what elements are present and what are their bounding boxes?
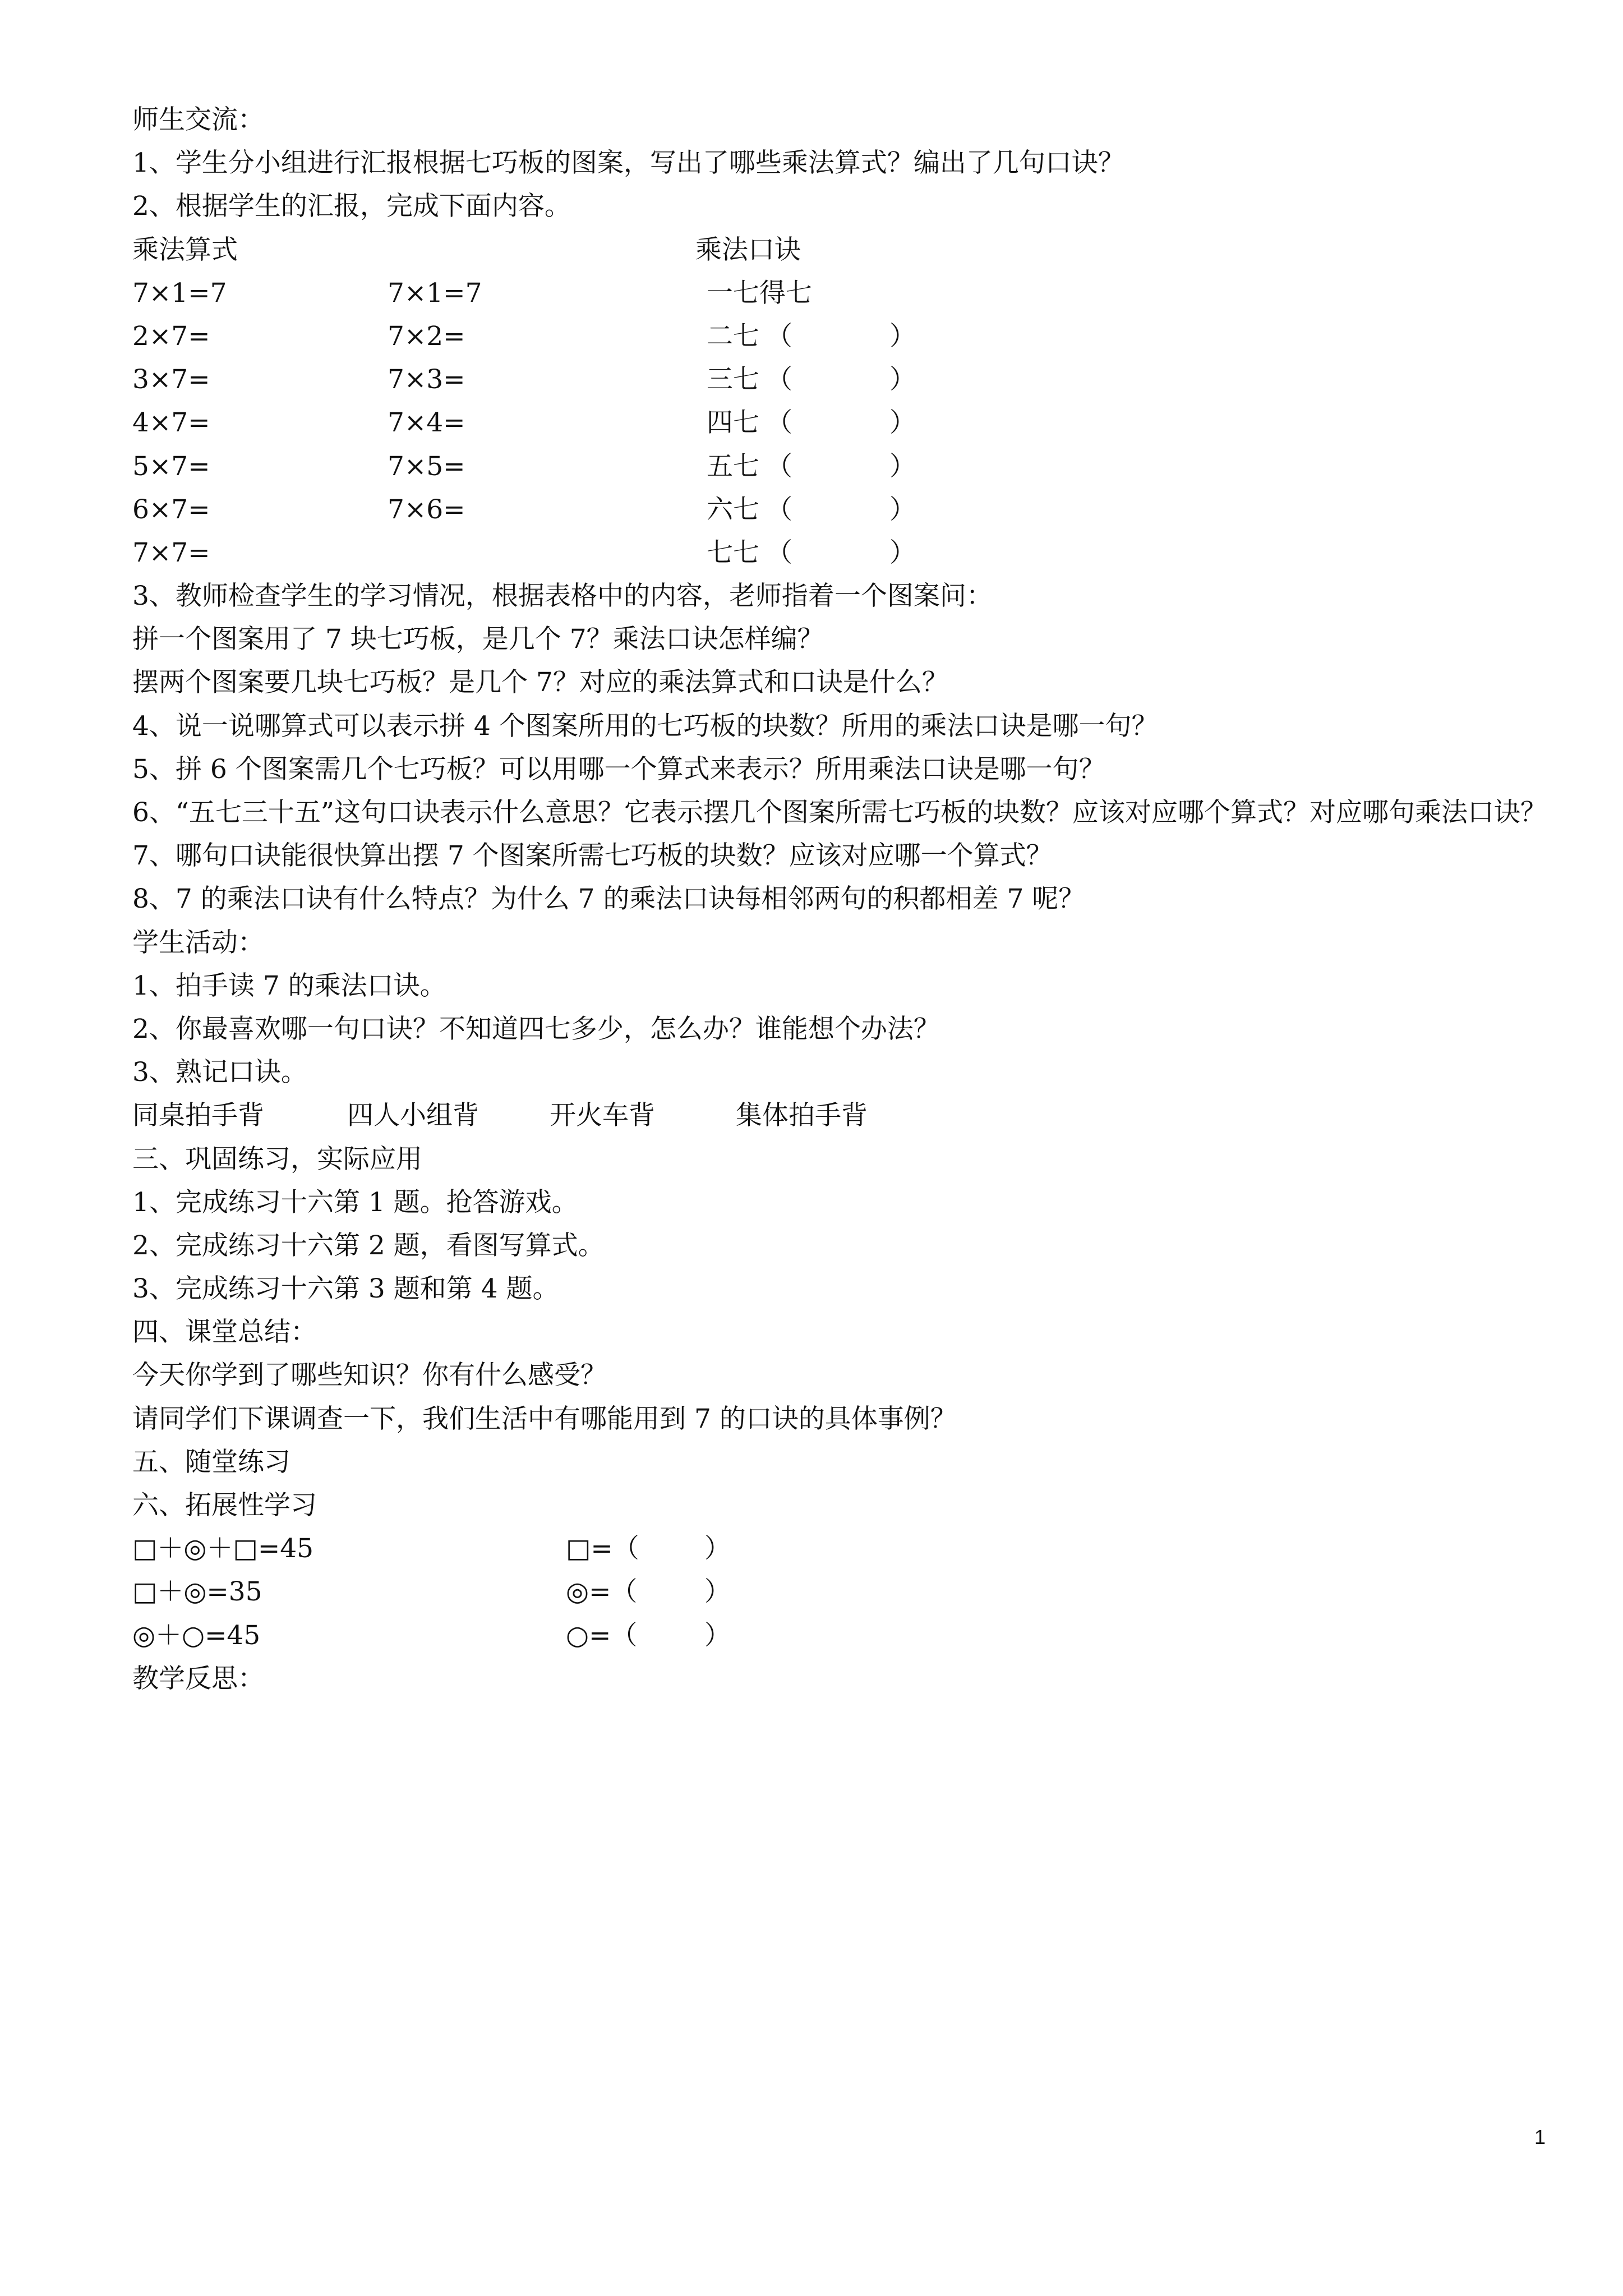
table-row <box>132 531 1557 574</box>
paragraph: 3、教师检查学生的学习情况，根据表格中的内容，老师指着一个图案问： <box>132 581 993 612</box>
rhyme: 三七 <box>707 364 759 395</box>
equation-row <box>132 1570 1557 1613</box>
heading-section-5: 五、随堂练习 <box>132 1446 291 1478</box>
document-body <box>132 98 1557 1700</box>
page-number: 1 <box>1534 2125 1546 2148</box>
blank-close-paren: ） <box>889 407 916 439</box>
method-item: 集体拍手背 <box>736 1100 868 1131</box>
recitation-methods <box>132 1094 1557 1137</box>
blank-open-paren: （ <box>766 320 792 352</box>
rhyme: 四七 <box>707 407 759 439</box>
table-row <box>132 272 1557 315</box>
paragraph-wrapped: 6、“五七三十五”这句口诀表示什么意思？它表示摆几个图案所需七巧板的块数？应该对应哪个算式？对应哪句乘法口诀？ <box>132 797 1547 828</box>
answer-blank: □=（ <box>566 1533 639 1565</box>
answer-blank: ○=（ <box>566 1619 638 1651</box>
paragraph: 7、哪句口诀能很快算出摆 7 个图案所需七巧板的块数？应该对应哪一个算式？ <box>132 840 1053 872</box>
paragraph: 拼一个图案用了 7 块七巧板，是几个 7？乘法口诀怎样编？ <box>132 624 824 655</box>
heading-teaching-reflection: 教学反思： <box>132 1663 264 1694</box>
formula-left: 2×7= <box>132 320 210 352</box>
paragraph: 1、完成练习十六第 1 题。抢答游戏。 <box>132 1186 578 1218</box>
paragraph: 请同学们下课调查一下，我们生活中有哪能用到 7 的口诀的具体事例？ <box>132 1403 957 1434</box>
blank-close-paren: ） <box>889 320 916 352</box>
answer-close-paren: ） <box>704 1619 731 1651</box>
table-row <box>132 445 1557 488</box>
formula-right: 7×6= <box>388 494 465 525</box>
equation: ◎＋○=45 <box>132 1619 261 1651</box>
rhyme: 六七 <box>707 494 759 525</box>
formula-left: 3×7= <box>132 364 210 395</box>
equation: □＋◎=35 <box>132 1576 262 1608</box>
method-item: 开火车背 <box>550 1100 655 1131</box>
paragraph: 1、拍手读 7 的乘法口诀。 <box>132 970 446 1001</box>
blank-open-paren: （ <box>766 537 792 568</box>
answer-blank: ◎=（ <box>566 1576 638 1608</box>
formula-right: 7×3= <box>388 364 465 395</box>
equation: □＋◎＋□=45 <box>132 1533 314 1565</box>
heading-section-4: 四、课堂总结： <box>132 1317 317 1348</box>
formula-right: 7×1=7 <box>388 277 482 309</box>
formula-left: 6×7= <box>132 494 210 525</box>
formula-right: 7×5= <box>388 450 465 482</box>
formula-left: 4×7= <box>132 407 210 439</box>
blank-close-paren: ） <box>889 450 916 482</box>
formula-left: 7×7= <box>132 537 210 568</box>
answer-close-paren: ） <box>704 1576 731 1608</box>
blank-close-paren: ） <box>889 494 916 525</box>
table-header <box>132 228 1557 272</box>
table-row <box>132 401 1557 444</box>
table-row <box>132 358 1557 401</box>
header-multiplication-rhyme: 乘法口诀 <box>695 234 801 265</box>
formula-right: 7×4= <box>388 407 465 439</box>
method-item: 四人小组背 <box>347 1100 479 1131</box>
heading-student-activity: 学生活动： <box>132 927 264 958</box>
heading-section-6: 六、拓展性学习 <box>132 1490 317 1521</box>
blank-open-paren: （ <box>766 450 792 482</box>
paragraph: 2、根据学生的汇报，完成下面内容。 <box>132 191 571 222</box>
heading-teacher-student-exchange: 师生交流： <box>132 104 264 135</box>
rhyme: 七七 <box>707 537 759 568</box>
blank-open-paren: （ <box>766 494 792 525</box>
table-row <box>132 315 1557 358</box>
formula-left: 7×1=7 <box>132 277 227 309</box>
header-multiplication-formula: 乘法算式 <box>132 234 238 265</box>
rhyme: 二七 <box>707 320 759 352</box>
blank-close-paren: ） <box>889 364 916 395</box>
paragraph: 3、熟记口诀。 <box>132 1057 307 1088</box>
paragraph: 3、完成练习十六第 3 题和第 4 题。 <box>132 1273 559 1305</box>
paragraph: 2、完成练习十六第 2 题，看图写算式。 <box>132 1230 605 1261</box>
formula-right: 7×2= <box>388 320 465 352</box>
rhyme: 一七得七 <box>707 277 812 309</box>
equation-row <box>132 1614 1557 1657</box>
rhyme: 五七 <box>707 450 759 482</box>
paragraph: 摆两个图案要几块七巧板？是几个 7？对应的乘法算式和口诀是什么？ <box>132 667 948 698</box>
answer-close-paren: ） <box>704 1533 731 1565</box>
paragraph: 今天你学到了哪些知识？你有什么感受？ <box>132 1360 607 1391</box>
paragraph: 1、学生分小组进行汇报根据七巧板的图案，写出了哪些乘法算式？编出了几句口诀？ <box>132 148 1124 179</box>
paragraph: 4、说一说哪算式可以表示拼 4 个图案所用的七巧板的块数？所用的乘法口诀是哪一句？ <box>132 710 1158 742</box>
table-row <box>132 488 1557 531</box>
blank-close-paren: ） <box>889 537 916 568</box>
blank-open-paren: （ <box>766 407 792 439</box>
paragraph: 5、拼 6 个图案需几个七巧板？可以用哪一个算式来表示？所用乘法口诀是哪一句？ <box>132 753 1105 785</box>
heading-section-3: 三、巩固练习，实际应用 <box>132 1143 422 1175</box>
formula-left: 5×7= <box>132 450 210 482</box>
equation-row <box>132 1527 1557 1570</box>
paragraph: 2、你最喜欢哪一句口诀？不知道四七多少，怎么办？谁能想个办法？ <box>132 1013 940 1045</box>
paragraph: 8、7 的乘法口诀有什么特点？为什么 7 的乘法口诀每相邻两句的积都相差 7 呢？ <box>132 884 1085 915</box>
method-item: 同桌拍手背 <box>132 1100 264 1131</box>
blank-open-paren: （ <box>766 364 792 395</box>
